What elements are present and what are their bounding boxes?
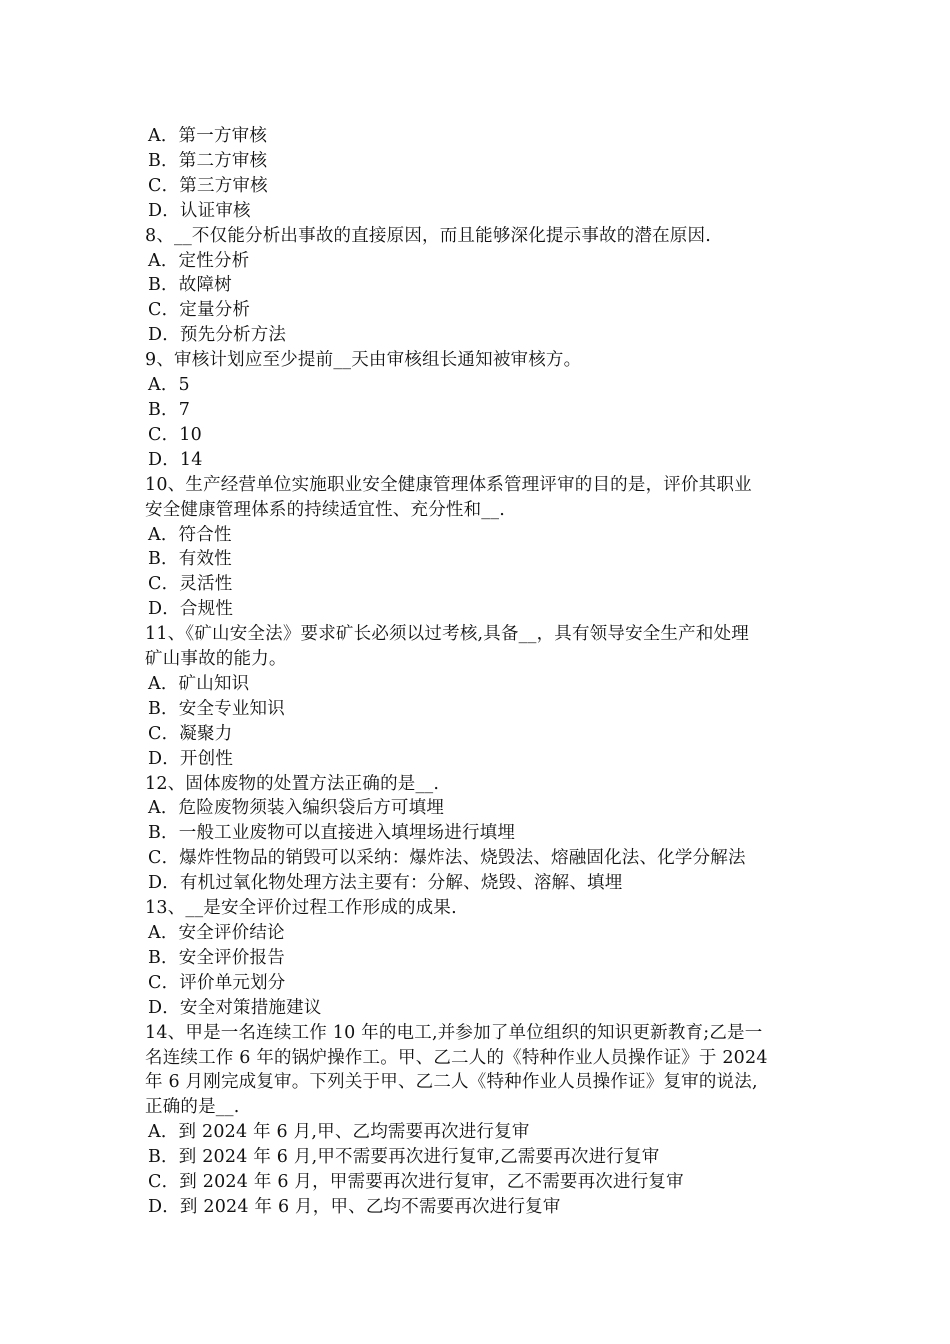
option-b: B．故障树	[148, 275, 232, 296]
option-a: A．矿山知识	[148, 673, 250, 694]
question-stem-line-1: 10、生产经营单位实施职业安全健康管理体系管理评审的目的是，评价其职业	[145, 474, 752, 495]
option-a: A．符合性	[148, 524, 232, 545]
option-c: C．爆炸性物品的销毁可以采纳：爆炸法、烧毁法、熔融固化法、化学分解法	[148, 848, 746, 869]
option-c: C．第三方审核	[148, 175, 268, 196]
option-d: D．开创性	[148, 748, 234, 769]
option-d: D．到 2024 年 6 月，甲、乙均不需要再次进行复审	[148, 1196, 561, 1217]
question-stem-line-2: 矿山事故的能力。	[145, 649, 287, 670]
option-b: B．有效性	[148, 549, 232, 570]
question-8	[145, 224, 810, 349]
option-a: A．到 2024 年 6 月,甲、乙均需要再次进行复审	[148, 1122, 530, 1143]
option-b: B．一般工业废物可以直接进入填埋场进行填埋	[148, 823, 516, 844]
question-13	[145, 896, 810, 1021]
option-c: C．凝聚力	[148, 723, 233, 744]
option-d: D．有机过氧化物处理方法主要有：分解、烧毁、溶解、填埋	[148, 873, 623, 894]
question-stem-line-2: 安全健康管理体系的持续适宜性、充分性和__.	[145, 499, 505, 520]
option-b: B．安全专业知识	[148, 698, 285, 719]
question-stem-line-1: 11、《矿山安全法》要求矿长必须以过考核,具备__，具有领导安全生产和处理	[145, 624, 749, 645]
question-12	[145, 772, 810, 897]
question-stem-line-1: 14、甲是一名连续工作 10 年的电工,并参加了单位组织的知识更新教育;乙是一	[145, 1022, 763, 1043]
option-d: D．预先分析方法	[148, 325, 287, 346]
question-11	[145, 622, 810, 771]
question-9	[145, 348, 810, 473]
option-a: A．第一方审核	[148, 126, 268, 146]
question-stem: 13、__是安全评价过程工作形成的成果.	[145, 898, 457, 919]
option-d: D．14	[148, 449, 203, 470]
question-stem-line-2: 名连续工作 6 年的锅炉操作工。甲、乙二人的《特种作业人员操作证》于 2024	[145, 1047, 768, 1068]
option-a: A．5	[148, 375, 190, 396]
question-10	[145, 473, 810, 622]
question-7-options	[145, 124, 810, 224]
option-c: C．灵活性	[148, 574, 233, 595]
question-stem-line-4: 正确的是__.	[145, 1097, 240, 1118]
question-stem-line-3: 年 6 月刚完成复审。下列关于甲、乙二人《特种作业人员操作证》复审的说法,	[145, 1072, 758, 1093]
option-d: D．认证审核	[148, 200, 251, 221]
option-d: D．安全对策措施建议	[148, 997, 322, 1018]
question-stem: 12、固体废物的处置方法正确的是__.	[145, 773, 440, 794]
option-b: B．7	[148, 399, 191, 420]
option-a: A．安全评价结论	[148, 923, 285, 943]
question-stem: 9、审核计划应至少提前__天由审核组长通知被审核方。	[145, 350, 582, 371]
option-c: C．定量分析	[148, 300, 251, 321]
option-b: B．到 2024 年 6 月,甲不需要再次进行复审,乙需要再次进行复审	[148, 1147, 660, 1168]
option-c: C．到 2024 年 6 月，甲需要再次进行复审，乙不需要再次进行复审	[148, 1172, 684, 1193]
question-14	[145, 1021, 810, 1220]
option-d: D．合规性	[148, 599, 234, 620]
option-a: A．危险废物须装入编织袋后方可填埋	[148, 798, 445, 819]
option-c: C．10	[148, 424, 202, 445]
option-b: B．第二方审核	[148, 150, 268, 171]
exam-page	[145, 124, 810, 1220]
option-a: A．定性分析	[148, 250, 250, 271]
question-stem: 8、__不仅能分析出事故的直接原因，而且能够深化提示事故的潜在原因.	[145, 225, 711, 246]
option-c: C．评价单元划分	[148, 972, 286, 993]
option-b: B．安全评价报告	[148, 947, 285, 968]
